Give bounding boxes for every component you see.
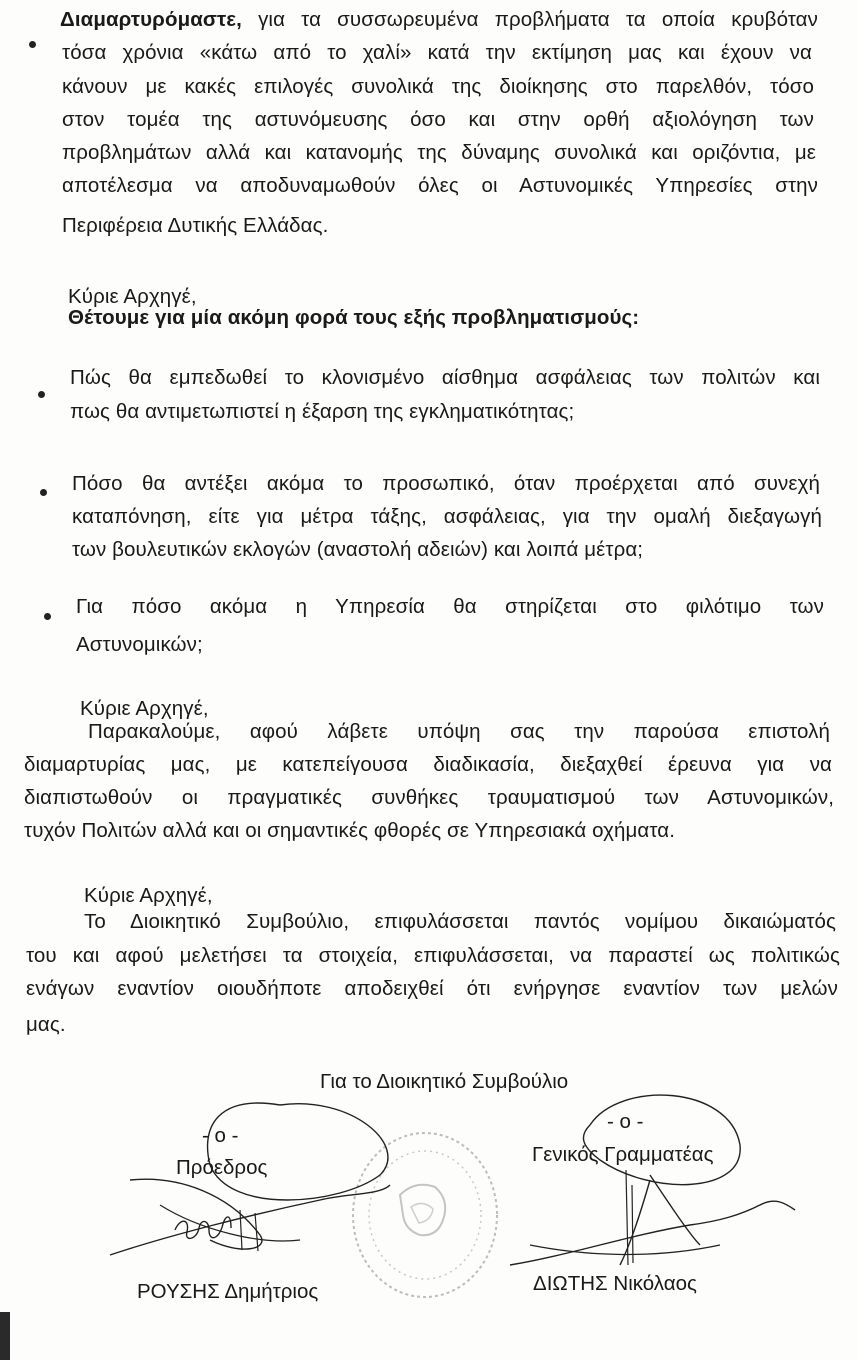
bullet-line: πως θα αντιμετωπιστεί η έξαρση της εγκληματικότητας; bbox=[70, 400, 575, 423]
paragraph1-line: Περιφέρεια Δυτικής Ελλάδας. bbox=[62, 214, 329, 237]
signature-left-dash: - ο - bbox=[202, 1124, 239, 1147]
paragraph3-line: ενάγων εναντίον οιουδήποτε αποδειχθεί ότι ενήργησε εναντίον των μελών bbox=[26, 977, 838, 1000]
paragraph1-line: τόσα χρόνια «κάτω από το χαλί» κατά την εκτίμηση μας και έχουν να bbox=[62, 41, 812, 64]
signature-left-role: Πρόεδρος bbox=[176, 1156, 268, 1179]
paragraph1-bold-lead: Διαμαρτυρόμαστε, bbox=[60, 8, 242, 31]
bullet-line: καταπόνηση, είτε για μέτρα τάξης, ασφάλειας, για την ομαλή διεξαγωγή bbox=[72, 505, 822, 528]
bullet-line: των βουλευτικών εκλογών (αναστολή αδειών) και λοιπά μέτρα; bbox=[72, 538, 644, 561]
paragraph1-line1-rest: για τα συσσωρευμένα προβλήματα τα οποία κρυβόταν bbox=[258, 8, 818, 31]
salutation: Κύριε Αρχηγέ, bbox=[68, 285, 197, 308]
bullet-dot bbox=[29, 41, 36, 48]
bullet-dot bbox=[40, 489, 47, 496]
bullet-line: Πόσο θα αντέξει ακόμα το προσωπικό, όταν προέρχεται από συνεχή bbox=[72, 472, 820, 495]
bullet-dot bbox=[44, 613, 51, 620]
paragraph3-line: μας. bbox=[26, 1013, 66, 1036]
bullet-line: Για πόσο ακόμα η Υπηρεσία θα στηρίζεται στο φιλότιμο των bbox=[76, 595, 824, 618]
signature-heading: Για το Διοικητικό Συμβούλιο bbox=[320, 1070, 569, 1093]
signature-right-scribble bbox=[500, 1085, 800, 1285]
bullet-line: Αστυνομικών; bbox=[76, 633, 203, 656]
signature-left-name: ΡΟΥΣΗΣ Δημήτριος bbox=[137, 1280, 319, 1303]
paragraph1-line: προβλημάτων αλλά και κατανομής της δύναμης συνολικά και οριζόντια, με bbox=[62, 141, 816, 164]
bullet-dot bbox=[38, 391, 45, 398]
paragraph2-line: τυχόν Πολιτών αλλά και οι σημαντικές φθορές σε Υπηρεσιακά οχήματα. bbox=[24, 819, 676, 842]
paragraph1-line bbox=[60, 8, 818, 32]
paragraph1-line: αποτέλεσμα να αποδυναμωθούν όλες οι Αστυνομικές Υπηρεσίες στην bbox=[62, 174, 818, 197]
paragraph2-line: διαπιστωθούν οι πραγματικές συνθήκες τραυματισμού των Αστυνομικών, bbox=[24, 786, 834, 809]
signature-right-name: ΔΙΩΤΗΣ Νικόλαος bbox=[533, 1272, 697, 1295]
salutation: Κύριε Αρχηγέ, bbox=[84, 884, 213, 907]
paragraph1-line: στον τομέα της αστυνόμευσης όσο και στην ορθή αξιολόγηση των bbox=[62, 108, 814, 131]
paragraph2-line: Παρακαλούμε, αφού λάβετε υπόψη σας την παρούσα επιστολή bbox=[88, 720, 830, 743]
signature-right-dash: - ο - bbox=[607, 1110, 644, 1133]
signature-left-scribble bbox=[90, 1085, 390, 1265]
paragraph3-line: του και αφού μελετήσει τα στοιχεία, επιφυλάσσεται, να παραστεί ως πολιτικώς bbox=[26, 944, 840, 967]
questions-intro: Θέτουμε για μία ακόμη φορά τους εξής προβληματισμούς: bbox=[68, 306, 640, 329]
paragraph2-line: διαμαρτυρίας μας, με κατεπείγουσα διαδικασία, διεξαχθεί έρευνα για να bbox=[24, 753, 832, 776]
bullet-line: Πώς θα εμπεδωθεί το κλονισμένο αίσθημα ασφάλειας των πολιτών και bbox=[70, 366, 820, 389]
paragraph3-line: Το Διοικητικό Συμβούλιο, επιφυλάσσεται παντός νομίμου δικαιώματός bbox=[84, 910, 836, 933]
scan-edge-mark bbox=[0, 1312, 10, 1360]
paragraph1-line: κάνουν με κακές επιλογές συνολικά της διοίκησης στο παρελθόν, τόσο bbox=[62, 75, 814, 98]
salutation: Κύριε Αρχηγέ, bbox=[80, 697, 209, 720]
signature-right-role: Γενικός Γραμματέας bbox=[532, 1143, 714, 1166]
